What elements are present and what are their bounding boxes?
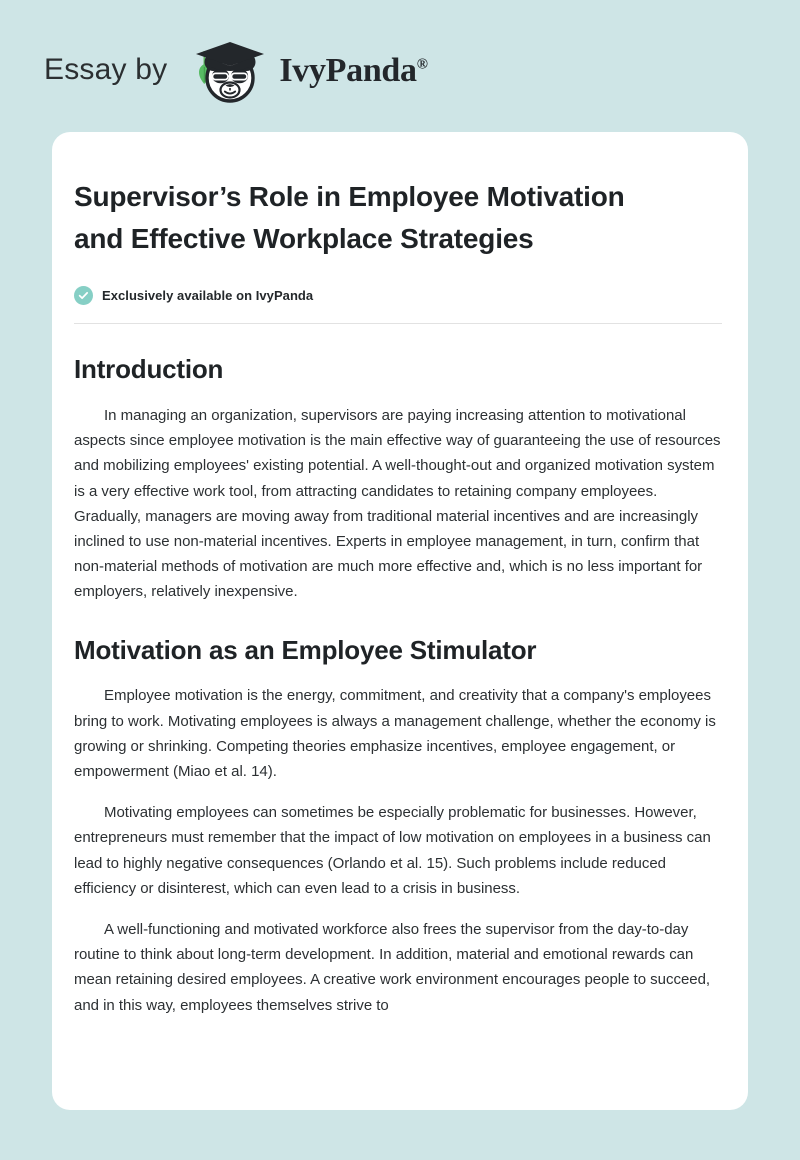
section-motivation-as-an-employee-stimulator [74, 636, 724, 1018]
status-badge: Exclusively available on IvyPanda [102, 288, 314, 303]
panda-graduation-cap-icon [185, 34, 271, 106]
essay-by-label: Essay by [44, 53, 168, 86]
paragraph: A well-functioning and motivated workforce also frees the supervisor from the day-to-day routine to think about long-term development. In addition, material and emotional rewards can mean retaining desired employees. A creative work environment encourages people to succeed, and in this way, employees themselves strive to [74, 921, 711, 1014]
brand-name-text: IvyPanda [279, 52, 417, 89]
registered-mark: ® [416, 56, 428, 73]
paragraph: Employee motivation is the energy, commitment, and creativity that a company's employees bring to work. Motivating employees is always a management challenge, whether the economy is growing or shrinking. Competing theories emphasize incentives, employee engagement, or empowerment (Miao et al. 14). [74, 687, 716, 781]
essay-card [52, 132, 748, 1110]
section-introduction [74, 355, 724, 605]
essay-card-content [52, 132, 748, 1018]
paragraph: In managing an organization, supervisors are paying increasing attention to motivational aspects since employee motivation is the main effective way of guaranteeing the use of resources and mobilizing employees' existing potential. A well-thought-out and organized motivation system is a very effective work tool, from attracting candidates to retaining company employees. Gradually, managers are moving away from traditional material incentives and are increasingly inclined to use non-material incentives. Experts in employee management, in turn, confirm that non-material methods of motivation are much more effective and, which is no less important for employers, relatively inexpensive. [74, 406, 721, 601]
check-circle-icon [74, 286, 93, 305]
paragraph: Motivating employees can sometimes be especially problematic for businesses. However, entrepreneurs must remember that the impact of low motivation on employees in a business can lead to highly negative consequences (Orlando et al. 15). Such problems include reduced efficiency or disinterest, which can even lead to a crisis in business. [74, 804, 711, 897]
header-divider [74, 323, 722, 324]
ivypanda-logo[interactable] [185, 34, 427, 106]
brand-wordmark [279, 54, 427, 88]
section-heading: Introduction [74, 354, 224, 384]
exclusive-badge [74, 286, 724, 305]
section-heading: Motivation as an Employee Stimulator [74, 634, 537, 665]
page-title: Supervisor’s Role in Employee Motivation and Effective Workplace Strategies [74, 181, 625, 254]
brand-header [44, 34, 428, 106]
